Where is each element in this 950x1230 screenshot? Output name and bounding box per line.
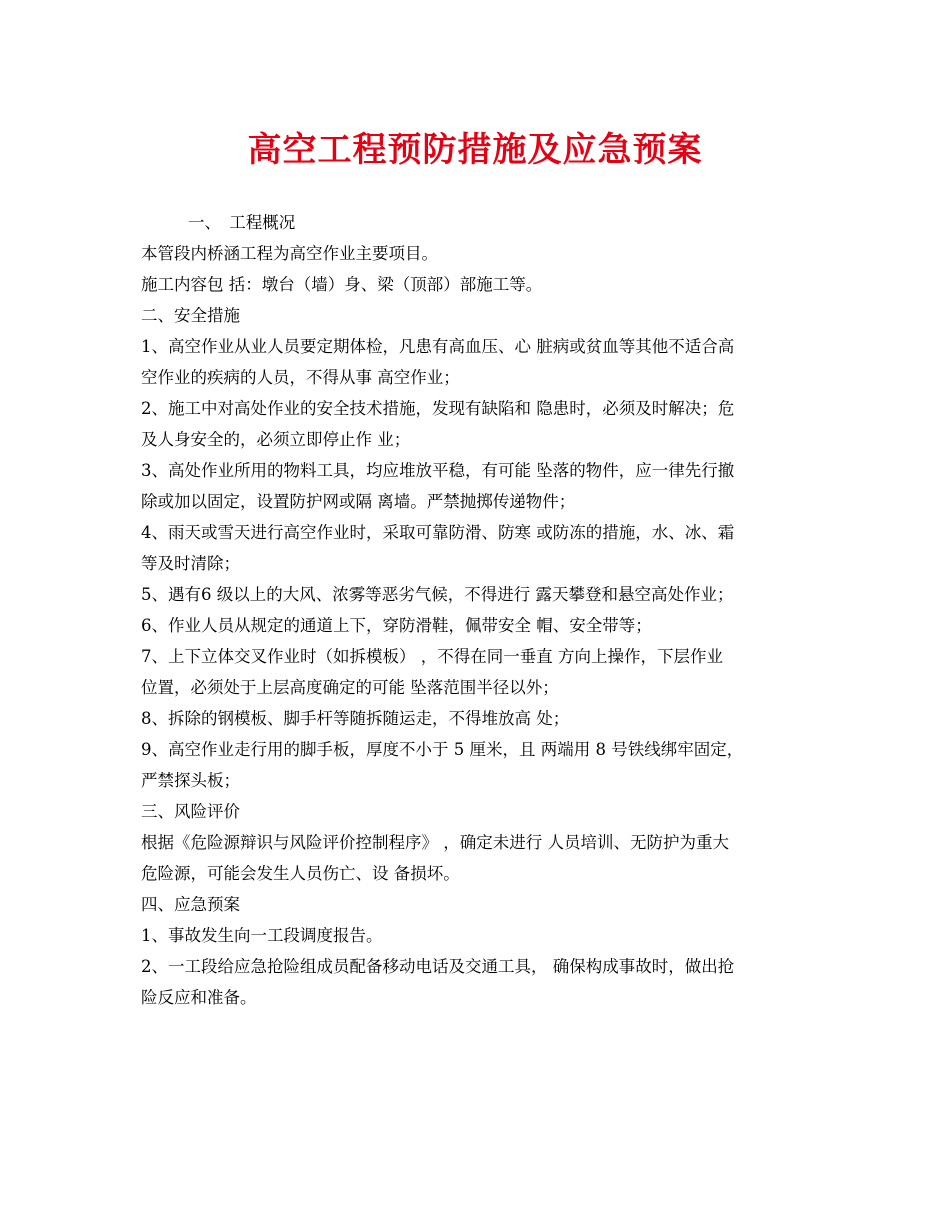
document-title: 高空工程预防措施及应急预案	[247, 130, 703, 170]
paragraph-line: 2、一工段给应急抢险组成员配备移动电话及交通工具， 确保构成事故时，做出抢	[141, 957, 735, 976]
section-heading-emergency: 四、应急预案	[141, 895, 240, 914]
paragraph-line: 空作业的疾病的人员，不得从事 高空作业；	[141, 368, 460, 387]
paragraph-line: 危险源，可能会发生人员伤亡、设 备损坏。	[141, 864, 460, 883]
paragraph-line: 根据《危险源辩识与风险评价控制程序》 ，确定未进行 人员培训、无防护为重大	[141, 833, 729, 852]
paragraph-line: 施工内容包 括：墩台（墙）身、梁（顶部）部施工等。	[141, 275, 543, 294]
section-heading-overview: 一、 工程概况	[188, 213, 296, 232]
paragraph-line: 6、作业人员从规定的通道上下，穿防滑鞋，佩带安全 帽、安全带等；	[141, 616, 652, 635]
document-body	[141, 207, 821, 1013]
paragraph-line: 7、上下立体交叉作业时（如拆模板） ，不得在同一垂直 方向上操作，下层作业	[141, 647, 723, 666]
paragraph-line: 9、高空作业走行用的脚手板，厚度不小于 5 厘米，且 两端用 8 号铁线绑牢固定，	[141, 740, 744, 759]
paragraph-line: 位置，必须处于上层高度确定的可能 坠落范围半径以外；	[141, 678, 559, 697]
paragraph-line: 严禁探头板；	[141, 771, 240, 790]
paragraph-line: 1、事故发生向一工段调度报告。	[141, 926, 383, 945]
paragraph-line: 1、高空作业从业人员要定期体检，凡患有高血压、心 脏病或贫血等其他不适合高	[141, 337, 735, 356]
paragraph-line: 等及时清除；	[141, 554, 240, 573]
paragraph-line: 除或加以固定，设置防护网或隔 离墙。严禁抛掷传递物件；	[141, 492, 576, 511]
paragraph-line: 及人身安全的，必须立即停止作 业；	[141, 430, 411, 449]
section-heading-safety: 二、安全措施	[141, 306, 240, 325]
paragraph-line: 2、施工中对高处作业的安全技术措施，发现有缺陷和 隐患时，必须及时解决；危	[141, 399, 735, 418]
paragraph-line: 8、拆除的钢模板、脚手杆等随拆随运走，不得堆放高 处；	[141, 709, 570, 728]
section-heading-risk: 三、风险评价	[141, 802, 240, 821]
paragraph-line: 险反应和准备。	[141, 988, 257, 1007]
paragraph-line: 本管段内桥涵工程为高空作业主要项目。	[141, 244, 438, 263]
paragraph-line: 5、遇有6 级以上的大风、浓雾等恶劣气候，不得进行 露天攀登和悬空高处作业；	[141, 585, 734, 604]
paragraph-line: 4、雨天或雪天进行高空作业时，采取可靠防滑、防寒 或防冻的措施，水、冰、霜	[141, 523, 735, 542]
paragraph-line: 3、高处作业所用的物料工具，均应堆放平稳，有可能 坠落的物件，应一律先行撤	[141, 461, 735, 480]
